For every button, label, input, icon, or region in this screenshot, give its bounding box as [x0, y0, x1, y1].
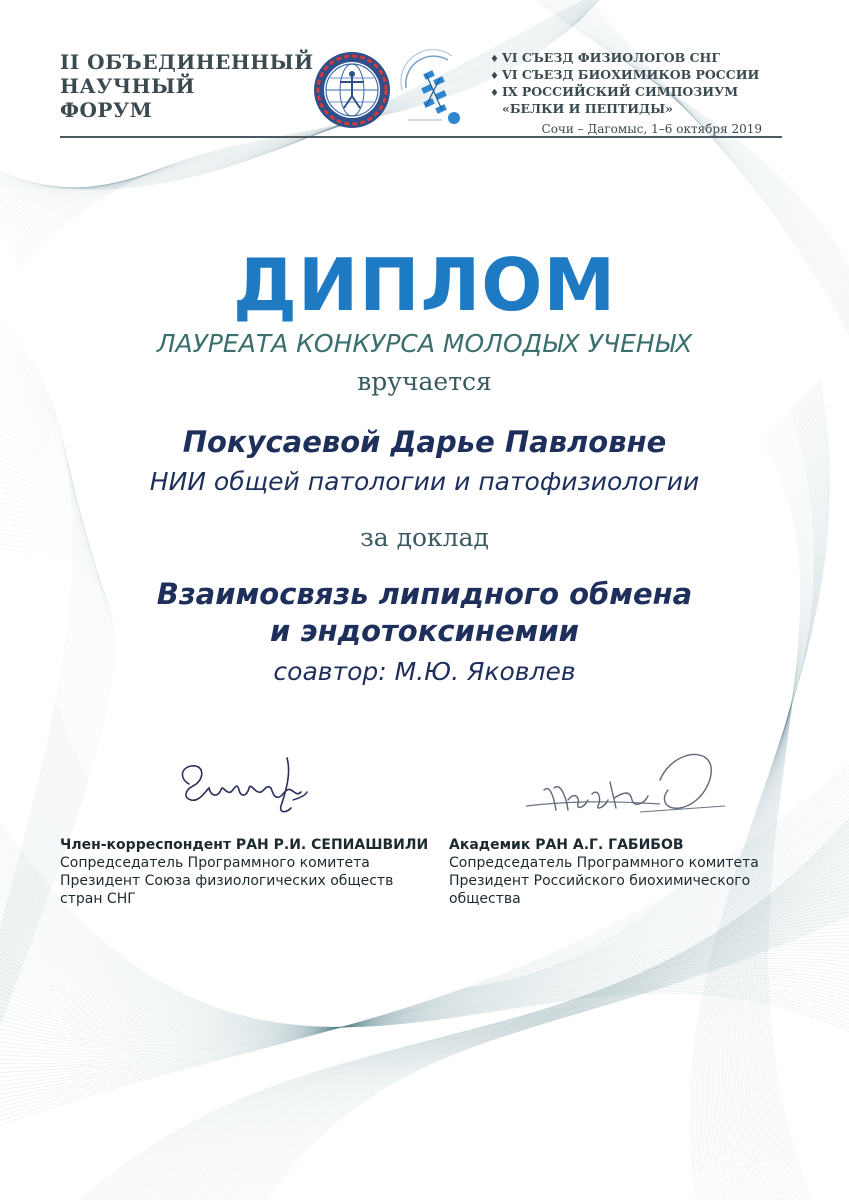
diamond-bullet-icon: ♦: [490, 88, 499, 99]
coauthor: соавтор: М.Ю. Яковлев: [273, 657, 576, 686]
diamond-bullet-icon: ♦: [490, 71, 499, 82]
venue-date: Сочи – Дагомыс, 1–6 октября 2019: [541, 122, 762, 136]
awarded-text: вручается: [357, 367, 492, 396]
symposium-name: «БЕЛКИ И ПЕПТИДЫ»: [502, 101, 673, 116]
signatory-name: Член-корреспондент РАН Р.И. СЕПИАШВИЛИ: [60, 837, 429, 853]
signatory-role: стран СНГ: [60, 891, 136, 907]
signature-right-icon: [520, 742, 730, 832]
signature-left-icon: [175, 752, 325, 822]
forum-title: [60, 50, 320, 122]
physiological-societies-seal-icon: [312, 50, 392, 130]
forum-title-line: II ОБЪЕДИНЕННЫЙ: [60, 50, 314, 74]
recipient-institution: НИИ общей патологии и патофизиологии: [149, 467, 700, 496]
signatory-role: общества: [449, 891, 521, 907]
for-report-text: за доклад: [360, 523, 489, 552]
signatory-name: Академик РАН А.Г. ГАБИБОВ: [449, 837, 684, 853]
signatory-role: Сопредседатель Программного комитета: [60, 855, 370, 871]
signatory-role: Президент Союза физиологических обществ: [60, 873, 394, 889]
report-title: [0, 576, 849, 650]
event-item: ♦ VI СЪЕЗД ФИЗИОЛОГОВ СНГ: [490, 50, 720, 65]
diamond-bullet-icon: ♦: [490, 54, 499, 65]
event-item: ♦ VI СЪЕЗД БИОХИМИКОВ РОССИИ: [490, 67, 760, 82]
event-item: ♦ IX РОССИЙСКИЙ СИМПОЗИУМ: [490, 84, 739, 99]
header-divider: [60, 136, 782, 138]
event-list: [490, 50, 790, 137]
recipient-name: Покусаевой Дарье Павловне: [182, 425, 667, 459]
diploma-subtitle: ЛАУРЕАТА КОНКУРСА МОЛОДЫХ УЧЕНЫХ: [156, 329, 693, 358]
forum-title-line: ФОРУМ: [60, 98, 153, 122]
signatory-role: Сопредседатель Программного комитета: [449, 855, 759, 871]
diploma-title: ДИПЛОМ: [232, 243, 617, 327]
forum-title-line: НАУЧНЫЙ: [60, 74, 196, 98]
signatory-right: [449, 836, 789, 908]
report-title-line: и эндотоксинемии: [270, 614, 579, 648]
report-title-line: Взаимосвязь липидного обмена: [156, 577, 693, 611]
signatory-role: Президент Российского биохимического: [449, 873, 751, 889]
signatory-left: [60, 836, 440, 908]
biochemical-society-logo-icon: [398, 48, 468, 128]
